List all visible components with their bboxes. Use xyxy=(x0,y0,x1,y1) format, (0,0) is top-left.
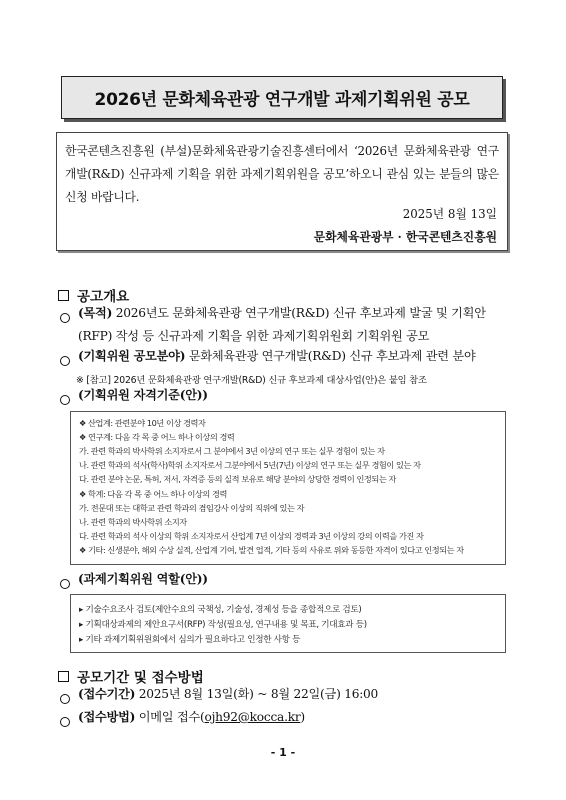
circle-bullet-icon xyxy=(60,356,70,366)
role-line: ▸ 기타 과제기획위원회에서 심의가 필요하다고 인정한 사항 등 xyxy=(79,635,301,645)
circle-bullet-icon xyxy=(60,579,70,589)
role-line: ▸ 기술수요조사 검토(제안수요의 국책성, 기술성, 경제성 등을 종합적으로 검토) xyxy=(79,605,362,615)
circle-bullet-icon xyxy=(60,313,70,323)
qualification-label: (기획위원 자격기준(안)) xyxy=(78,388,208,402)
qualification-line: ❖ 기타: 신생분야, 해외 수상 실적, 산업계 기여, 발견 업적, 기타 등의 사유로 위와 동등한 자격이 있다고 인정되는 자 xyxy=(79,545,464,555)
qualification-line: 나. 관련 학과의 석사(학사)학위 소지자로서 그분야에서 5년(7년) 이상의 연구 또는 실무 경험이 있는 자 xyxy=(79,460,421,470)
notice-text: 한국콘텐츠진흥원 (부설)문화체육관광기술진흥센터에서 ‘2026년 문화체육관광 연구개발(R&D) 신규과제 기획을 위한 과제기획위원을 공모’하오니 관심 있는 분들의 많은 신청 바랍니다. xyxy=(65,144,499,204)
email-link[interactable]: ojh92@kocca.kr xyxy=(204,710,301,724)
qualification-line: ❖ 학계: 다음 각 목 중 어느 하나 이상의 경력 xyxy=(79,489,227,499)
purpose-label: (목적) xyxy=(78,306,113,320)
period-text: 2025년 8월 13일(화) ~ 8월 22일(금) 16:00 xyxy=(135,687,379,701)
section-heading-text: 공고개요 xyxy=(77,289,130,305)
reference-note: ※ [참고] 2026년 문화체육관광 연구개발(R&D) 신규 후보과제 대상사업(안)은 붙임 참조 xyxy=(76,375,427,386)
method-text: 이메일 접수( xyxy=(135,710,205,724)
method-label: (접수방법) xyxy=(78,710,136,724)
page-number: - 1 - xyxy=(270,746,296,759)
method-close: ) xyxy=(300,710,305,724)
qualification-box xyxy=(70,411,506,565)
period-line xyxy=(78,683,378,706)
field-line xyxy=(78,345,475,368)
qualification-line: 가. 관련 학과의 박사학위 소지자로서 그 분야에서 3년 이상의 연구 또는 실무 경험이 있는 자 xyxy=(79,446,385,456)
square-bullet-icon xyxy=(58,290,69,301)
purpose-line-1 xyxy=(78,302,486,325)
square-bullet-icon xyxy=(58,671,69,682)
qualification-line: ❖ 산업계: 관련분야 10년 이상 경력자 xyxy=(79,418,206,428)
circle-bullet-icon xyxy=(60,694,70,704)
document-title-box xyxy=(61,76,503,119)
document-title: 2026년 문화체육관광 연구개발 과제기획위원 공모 xyxy=(94,90,470,110)
qualification-line: 다. 관련 분야 논문, 특허, 저서, 자격증 등의 실적 보유로 해당 분야의 상당한 경력이 인정되는 자 xyxy=(79,474,396,484)
qualification-line: 가. 전문대 또는 대학교 관련 학과의 겸임강사 이상의 직위에 있는 자 xyxy=(79,503,305,513)
notice-date: 2025년 8월 13일 xyxy=(402,207,497,221)
circle-bullet-icon xyxy=(60,395,70,405)
field-text: 문화체육관광 연구개발(R&D) 신규 후보과제 관련 분야 xyxy=(185,349,476,363)
role-line: ▸ 기획대상과제의 제안요구서(RFP) 작성(필요성, 연구내용 및 목표, 기대효과 등) xyxy=(79,620,367,630)
qualification-line: 나. 관련 학과의 박사학위 소지자 xyxy=(79,517,187,527)
field-label: (기획위원 공모분야) xyxy=(78,349,186,363)
section-heading-text: 공모기간 및 접수방법 xyxy=(77,670,204,686)
role-box xyxy=(70,594,506,653)
method-line xyxy=(78,706,305,729)
purpose-line-2: (RFP) 작성 등 신규과제 기획을 위한 과제기획위원회 기획위원 공모 xyxy=(78,329,430,343)
qualification-line: 다. 관련 학과의 석사 이상의 학위 소지자로서 산업계 7년 이상의 경력과 3년 이상의 강의 이력을 가진 자 xyxy=(79,531,424,541)
purpose-text: 2026년도 문화체육관광 연구개발(R&D) 신규 후보과제 발굴 및 기획안 xyxy=(112,306,486,320)
qualification-line: ❖ 연구계: 다음 각 목 중 어느 하나 이상의 경력 xyxy=(79,432,235,442)
role-label: (과제기획위원 역할(안)) xyxy=(78,572,208,586)
notice-organization: 문화체육관광부 · 한국콘텐츠진흥원 xyxy=(313,230,497,244)
period-label: (접수기간) xyxy=(78,687,136,701)
circle-bullet-icon xyxy=(60,717,70,727)
notice-box xyxy=(56,132,508,251)
